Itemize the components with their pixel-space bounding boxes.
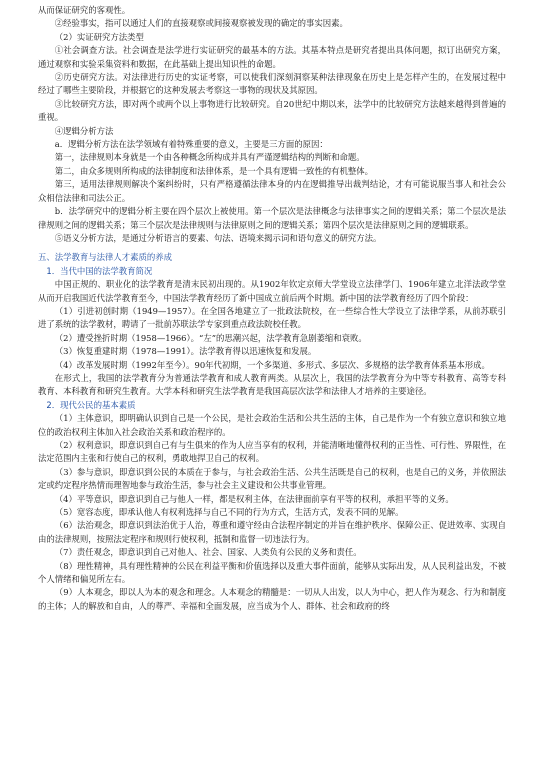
section-heading: 五、法学教育与法律人才素质的养成 — [38, 252, 172, 263]
paragraph: ②历史研究方法。对法律进行历史的实证考察，可以使我们深刻洞察某种法律现象在历史上是怎样产生的，在发展过程中经过了哪些主要阶段，并根据它的这种发展去考察这一事物的现状及其原因。 — [38, 72, 506, 96]
paragraph: ③比较研究方法，即对两个或两个以上事物进行比较研究。自20世纪中期以来，法学中的比较研究方法越来越得到普遍的重视。 — [38, 98, 506, 123]
paragraph: （9）人本观念，即以人为本的观念和理念。人本观念的精髓是：一切从人出发，以人为中心，把人作为观念、行为和制度的主体；人的解放和自由，人的尊严、幸福和全面发展，应当成为个人、群体、社会和政府的终 — [38, 587, 506, 611]
paragraph: 在形式上，我国的法学教育分为普通法学教育和成人教育两类。从层次上，我国的法学教育分为中等专科教育、高等专科教育、本科教育和研究生教育。大学本科和研究生法学教育是我国高层次法学和法律人才培养的主要途径。 — [38, 372, 506, 397]
section-heading: 1．当代中国的法学教育简况 — [46, 265, 153, 276]
paragraph: b．法学研究中的逻辑分析主要在四个层次上被使用。第一个层次是法律概念与法律事实之间的逻辑关系；第二个层次是法律规则之间的逻辑关系；第三个层次是法律规则与法律原则之间的逻辑关系；第四个层次是法律原则之间的逻辑联系。 — [38, 206, 506, 230]
paragraph: 第二，由众多规则所构成的法律制度和法律体系，是一个具有逻辑一致性的有机整体。 — [54, 165, 374, 176]
paragraph: ④逻辑分析方法 — [54, 125, 114, 136]
paragraph: （8）理性精神，具有理性精神的公民在利益平衡和价值选择以及重大事件面前，能够从实际出发，从人民利益出发，不被个人情绪和偏见所左右。 — [38, 560, 506, 585]
paragraph: 从而保证研究的客观性。 — [38, 5, 131, 15]
paragraph: 第一，法律规则本身就是一个由各种概念所构成并具有严谨逻辑结构的判断和命题。 — [54, 152, 365, 163]
paragraph: ①社会调查方法。社会调查是法学进行实证研究的最基本的方法。其基本特点是研究者提出具体问题，拟订出研究方案，通过观察和实验采集资料和数据，在此基础上提出知识性的命题。 — [38, 45, 506, 69]
paragraph: （4）平等意识，即意识到自己与他人一样，都是权利主体，在法律面前享有平等的权利，承担平等的义务。 — [54, 493, 454, 504]
section-heading: 2．现代公民的基本素质 — [46, 399, 136, 410]
paragraph: （5）宽容态度，即承认他人有权利选择与自己不同的行为方式，生活方式，发表不同的见解。 — [54, 507, 404, 518]
paragraph: （6）法治观念，即意识到法治优于人治，尊重和遵守经由合法程序制定的并旨在维护秩序、保障公正、促进效率、实现自由的法律规则，按照法定程序和规则行使权利，抵制和监督一切违法行为。 — [38, 520, 506, 544]
paragraph: （3）恢复重建时期（1978—1991）。法学教育得以迅速恢复和发展。 — [54, 346, 317, 357]
paragraph: 第三，适用法律规则解决个案纠纷时，只有严格遵循法律本身的内在逻辑推导出裁判结论，才有可能说服当事人和社会公众相信法律和司法公正。 — [38, 179, 506, 203]
paragraph: ②经验事实，指可以通过人们的直接观察或间接观察被发现的确定的事实因素。 — [54, 18, 348, 29]
paragraph: a．逻辑分析方法在法学领域有着特殊重要的意义，主要是三方面的原因： — [54, 139, 328, 150]
paragraph: 中国正规的、职业化的法学教育是清末民初出现的。从1902年钦定京师大学堂设立法律学门、1906年建立北洋法政学堂从而开启我国近代法学教育至今，中国法学教育经历了新中国成立前后两个时期。新中国的法学教育经历了四个阶段： — [38, 279, 506, 303]
paragraph: （2）权利意识，即意识到自己有与生俱来的作为人应当享有的权利，并能清晰地懂得权利的正当性、可行性、界限性，在法定范围内主张和行使自己的权利，勇敢地捍卫自己的权利。 — [38, 440, 506, 464]
paragraph: （2）遭受挫折时期（1958—1966）。“左”的思潮兴起，法学教育急剧萎缩和衰败。 — [54, 332, 367, 343]
document-page — [38, 4, 506, 613]
paragraph: ⑤语义分析方法，是通过分析语言的要素、句法、语境来揭示词和语句意义的研究方法。 — [54, 232, 382, 243]
paragraph: （1）引进初创时期（1949—1957）。在全国各地建立了一批政法院校，在一些综合性大学设立了法律学系，从前苏联引进了系统的法学教材，聘请了一批前苏联法学专家到重点政法院校任教。 — [38, 305, 506, 330]
paragraph: （3）参与意识，即意识到公民的本质在于参与，与社会政治生活、公共生活既是自己的权利，也是自己的义务，并依照法定或约定程序热情而理智地参与政治生活，参与社会主义建设和公共事业管理。 — [38, 466, 506, 491]
paragraph: （4）改革发展时期（1992年至今）。90年代初期，一个多渠道、多形式、多层次、多规格的法学教育体系基本形成。 — [54, 359, 490, 370]
paragraph: （7）责任观念，即意识到自己对他人、社会、国家、人类负有公民的义务和责任。 — [54, 547, 362, 558]
paragraph: （1）主体意识，即明确认识到自己是一个公民，是社会政治生活和公共生活的主体，自己是作为一个有独立意识和独立地位的政治权利主体加入社会政治关系和政治程序的。 — [38, 413, 506, 437]
paragraph: （2）实证研究方法类型 — [54, 31, 144, 42]
